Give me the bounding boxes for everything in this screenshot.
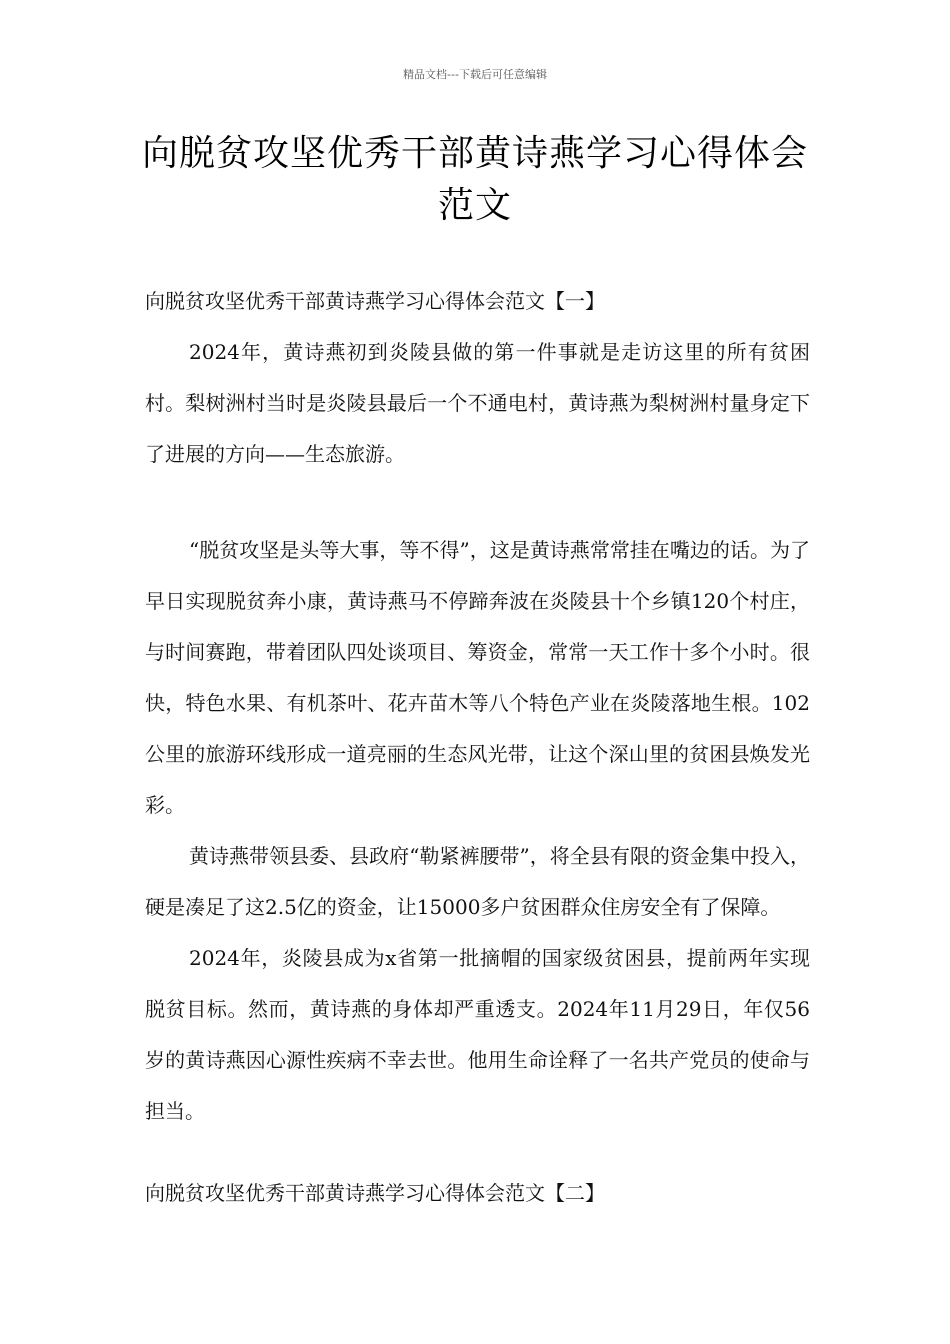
paragraph-4: 2024年，炎陵县成为x省第一批摘帽的国家级贫困县，提前两年实现脱贫目标。然而，黄诗燕的身体却严重透支。2024年11月29日，年仅56岁的黄诗燕因心源性疾病不幸去世。他用生命诠释了一名共产党员的使命与担当。 bbox=[145, 946, 810, 1123]
paragraph-3: 黄诗燕带领县委、县政府“勒紧裤腰带”，将全县有限的资金集中投入，硬是凑足了这2.5亿的资金，让15000多户贫困群众住房安全有了保障。 bbox=[145, 844, 810, 919]
paragraph-2: “脱贫攻坚是头等大事，等不得”，这是黄诗燕常常挂在嘴边的话。为了早日实现脱贫奔小康，黄诗燕马不停蹄奔波在炎陵县十个乡镇120个村庄，与时间赛跑，带着团队四处谈项目、筹资金，常常一天工作十多个小时。很快，特色水果、有机茶叶、花卉苗木等八个特色产业在炎陵落地生根。102公里的旅游环线形成一道亮丽的生态风光带，让这个深山里的贫困县焕发光彩。 bbox=[145, 538, 810, 817]
section-two bbox=[145, 1168, 810, 1219]
section-one-body bbox=[145, 525, 810, 1137]
paragraph-1: 2024年，黄诗燕初到炎陵县做的第一件事就是走访这里的所有贫困村。梨树洲村当时是炎陵县最后一个不通电村，黄诗燕为梨树洲村量身定下了进展的方向——生态旅游。 bbox=[145, 340, 810, 466]
section-two-heading: 向脱贫攻坚优秀干部黄诗燕学习心得体会范文【二】 bbox=[145, 1181, 605, 1205]
section-one-intro bbox=[145, 276, 810, 480]
section-one-heading: 向脱贫攻坚优秀干部黄诗燕学习心得体会范文【一】 bbox=[145, 289, 605, 313]
header-note: 精品文档---下载后可任意编辑 bbox=[403, 68, 547, 81]
document-title: 向脱贫攻坚优秀干部黄诗燕学习心得体会范文 bbox=[141, 133, 808, 226]
